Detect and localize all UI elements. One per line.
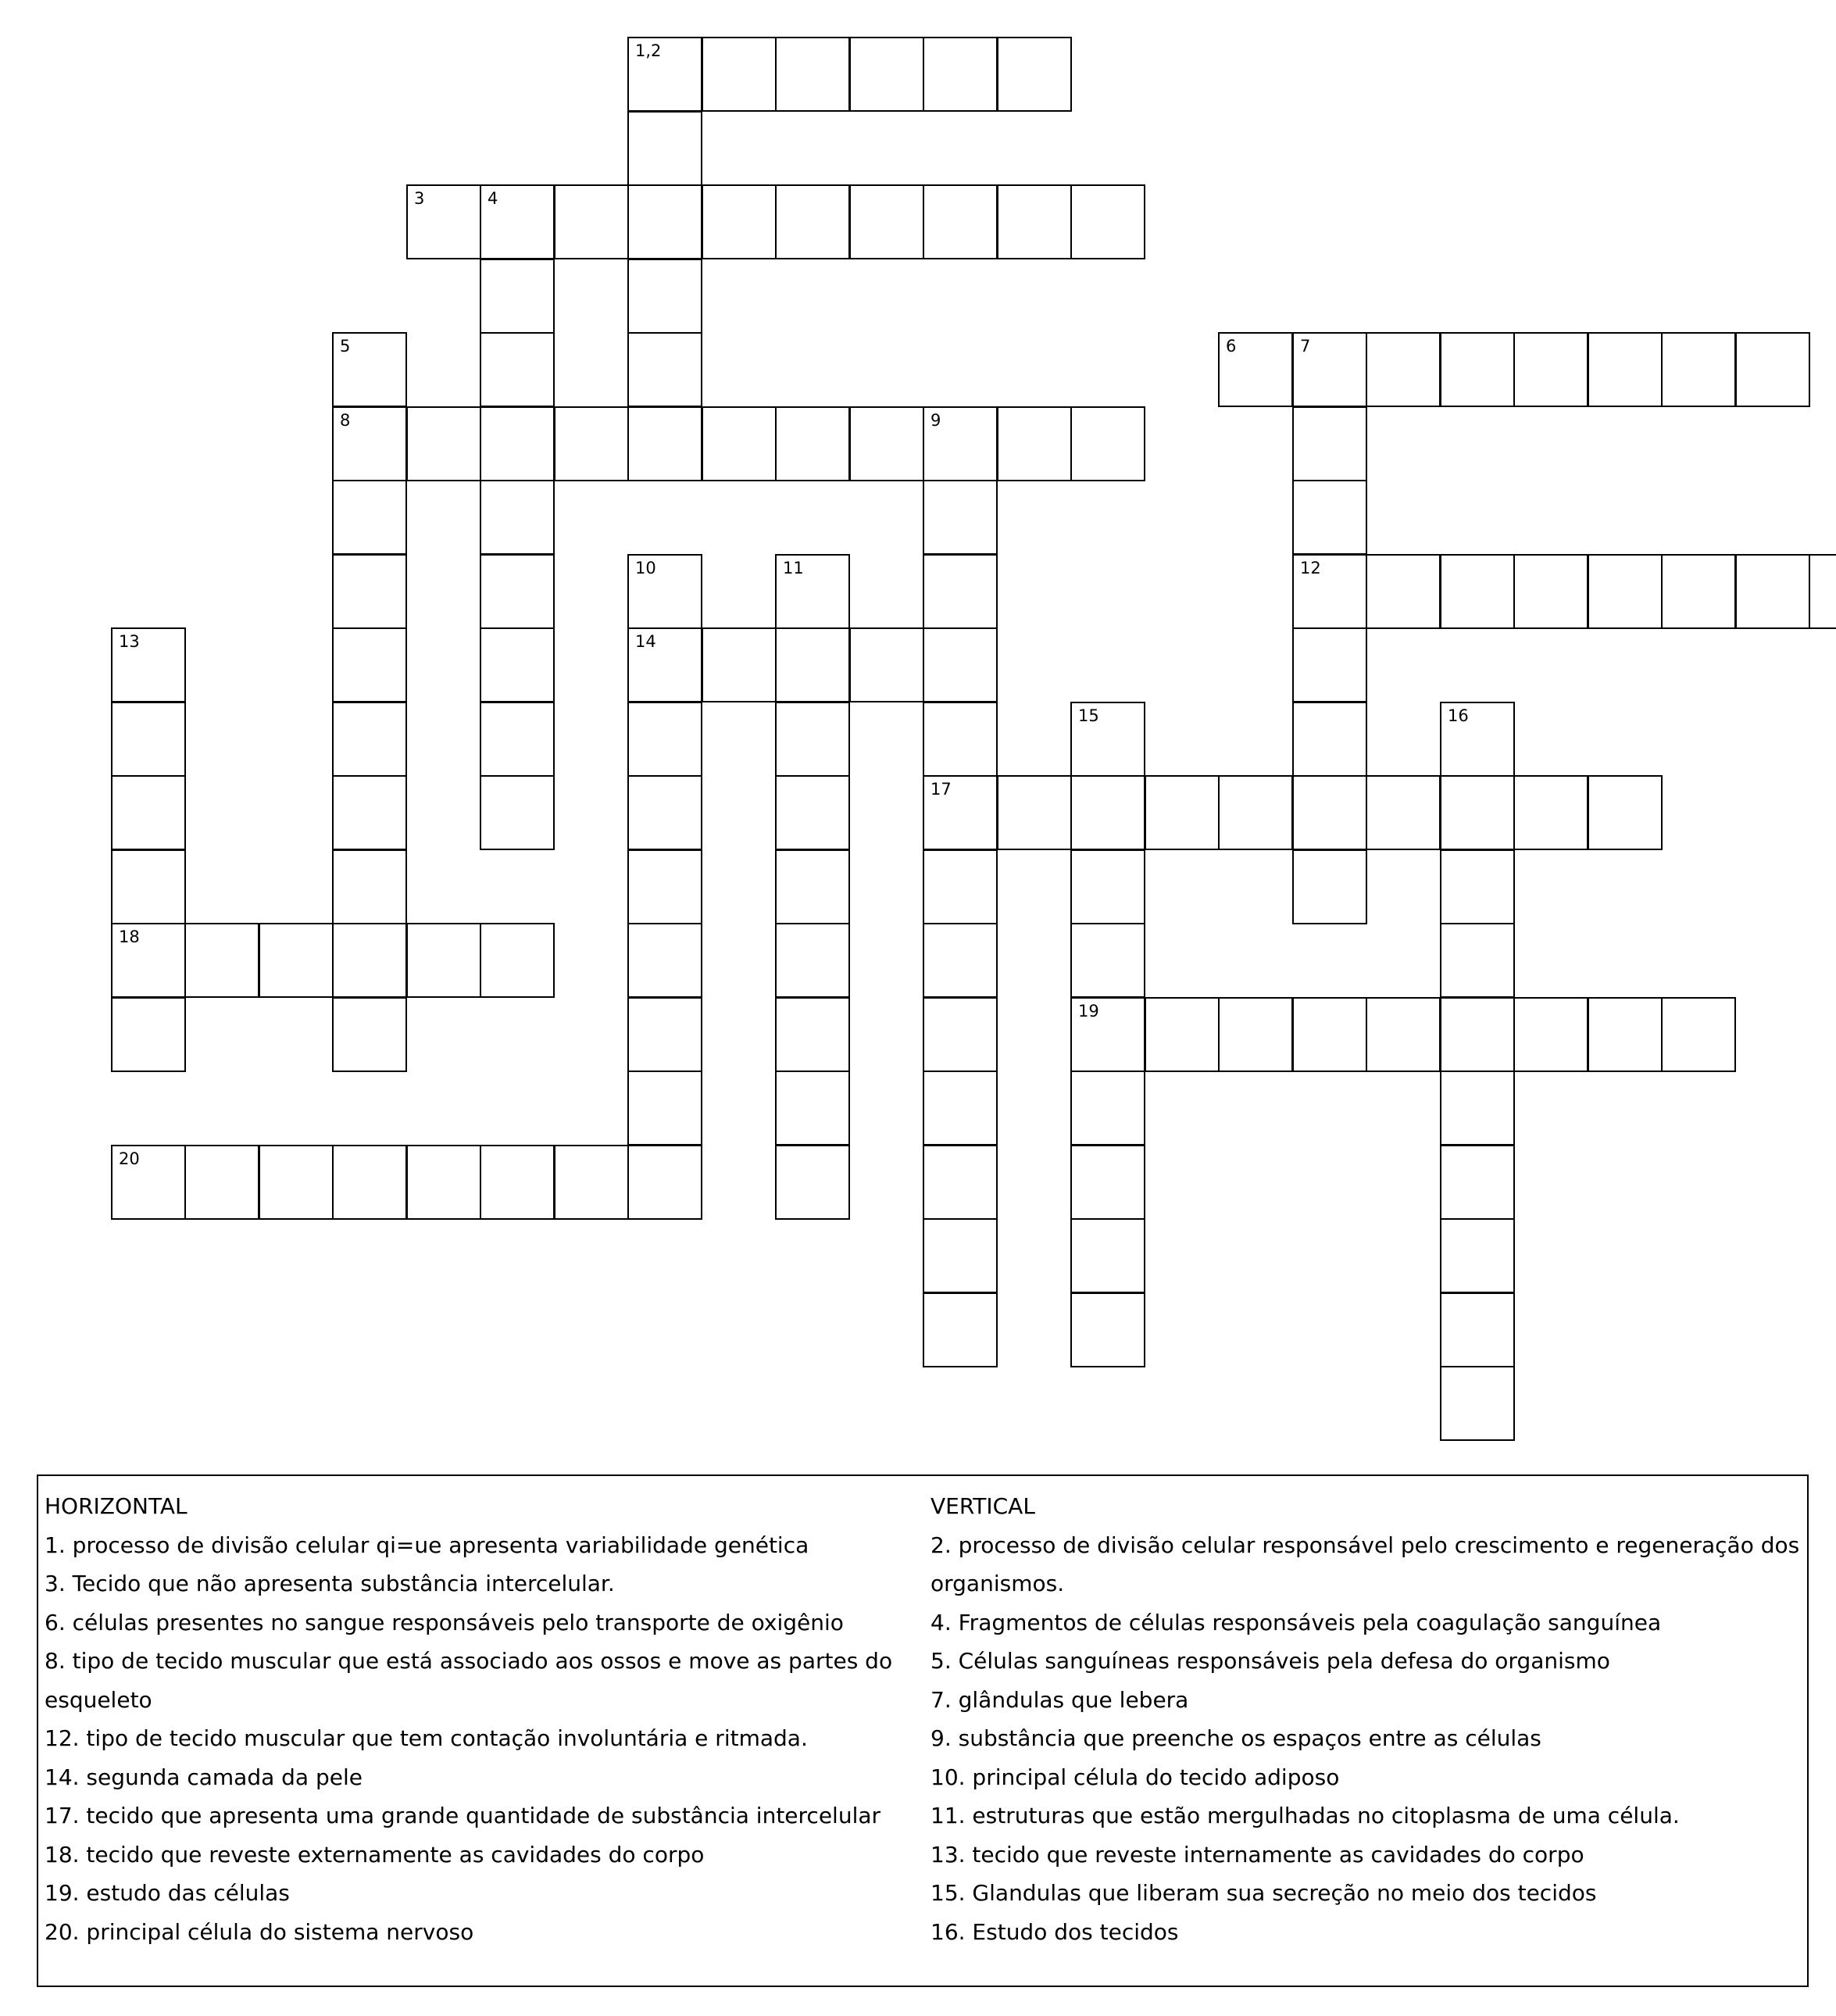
vertical-clue: 9. substância que preenche os espaços entre as células — [931, 1725, 1541, 1751]
crossword-cell[interactable] — [775, 184, 850, 259]
crossword-cell[interactable] — [1588, 332, 1663, 407]
vertical-clue: 15. Glandulas que liberam sua secreção no meio dos tecidos — [931, 1880, 1597, 1906]
crossword-cell[interactable] — [849, 627, 924, 702]
crossword-cell[interactable] — [1218, 997, 1293, 1072]
crossword-cell[interactable] — [1809, 554, 1836, 629]
crossword-cell[interactable] — [184, 1145, 259, 1220]
crossword-cell[interactable] — [332, 627, 407, 702]
crossword-cell[interactable] — [480, 332, 555, 407]
clue-number: 5 — [340, 337, 351, 356]
crossword-cell[interactable] — [332, 406, 407, 481]
crossword-cell[interactable] — [1440, 1366, 1515, 1441]
crossword-cell[interactable] — [480, 480, 555, 555]
crossword-cell[interactable] — [111, 702, 186, 777]
crossword-cell[interactable] — [923, 37, 998, 112]
crossword-cell[interactable] — [259, 923, 334, 998]
crossword-cell[interactable] — [775, 1145, 850, 1220]
clue-number: 8 — [340, 411, 351, 430]
crossword-cell[interactable] — [1440, 923, 1515, 998]
crossword-cell[interactable] — [627, 775, 702, 850]
crossword-cell[interactable] — [1440, 849, 1515, 924]
crossword-cell[interactable] — [1292, 627, 1367, 702]
crossword-cell[interactable] — [554, 406, 629, 481]
crossword-cell[interactable] — [1292, 480, 1367, 555]
crossword-cell[interactable] — [1292, 997, 1367, 1072]
crossword-cell[interactable] — [1145, 775, 1220, 850]
vertical-clue: 7. glândulas que lebera — [931, 1686, 1189, 1713]
horizontal-clues — [45, 1487, 920, 1951]
crossword-cell[interactable] — [923, 775, 998, 850]
crossword-cell[interactable] — [1513, 332, 1588, 407]
crossword-cell[interactable] — [775, 37, 850, 112]
crossword-cell[interactable] — [1366, 554, 1441, 629]
crossword-cell[interactable] — [1070, 775, 1145, 850]
crossword-cell[interactable] — [1588, 997, 1663, 1072]
crossword-cell[interactable] — [923, 1071, 998, 1146]
crossword-cell[interactable] — [1588, 775, 1663, 850]
crossword-cell[interactable] — [406, 1145, 481, 1220]
crossword-cell[interactable] — [627, 259, 702, 334]
horizontal-clue: 18. tecido que reveste externamente as cavidades do corpo — [45, 1841, 705, 1868]
crossword-cell[interactable] — [480, 923, 555, 998]
crossword-cell[interactable] — [480, 702, 555, 777]
crossword-cell[interactable] — [332, 702, 407, 777]
crossword-cell[interactable] — [627, 37, 702, 112]
crossword-cell[interactable] — [1070, 849, 1145, 924]
crossword-cell[interactable] — [1513, 554, 1588, 629]
clue-number: 20 — [119, 1149, 140, 1168]
crossword-cell[interactable] — [923, 849, 998, 924]
clue-number: 3 — [414, 189, 425, 208]
crossword-cell[interactable] — [1735, 332, 1810, 407]
horizontal-heading: HORIZONTAL — [45, 1493, 188, 1519]
crossword-cell[interactable] — [332, 997, 407, 1072]
crossword-cell[interactable] — [1292, 775, 1367, 850]
crossword-cell[interactable] — [1070, 184, 1145, 259]
vertical-clue: 16. Estudo dos tecidos — [931, 1918, 1179, 1945]
crossword-cell[interactable] — [1070, 923, 1145, 998]
crossword-cell[interactable] — [1588, 554, 1663, 629]
clue-number: 11 — [783, 559, 804, 577]
crossword-cell[interactable] — [111, 1145, 186, 1220]
horizontal-clue: 17. tecido que apresenta uma grande quantidade de substância intercelular — [45, 1803, 881, 1828]
clue-number: 1,2 — [635, 41, 662, 60]
crossword-cell[interactable] — [775, 702, 850, 777]
crossword-cell[interactable] — [1070, 997, 1145, 1072]
crossword-cell[interactable] — [627, 332, 702, 407]
clue-number: 6 — [1226, 337, 1237, 356]
crossword-cell[interactable] — [775, 997, 850, 1072]
clue-number: 12 — [1300, 559, 1321, 577]
crossword-cell[interactable] — [1440, 1218, 1515, 1293]
crossword-cell[interactable] — [1292, 332, 1367, 407]
crossword-cell[interactable] — [1070, 1071, 1145, 1146]
crossword-cell[interactable] — [480, 627, 555, 702]
crossword-cell[interactable] — [1440, 332, 1515, 407]
crossword-cell[interactable] — [1661, 332, 1736, 407]
crossword-cell[interactable] — [1070, 1145, 1145, 1220]
crossword-cell[interactable] — [1292, 849, 1367, 924]
crossword-cell[interactable] — [259, 1145, 334, 1220]
horizontal-clue: 20. principal célula do sistema nervoso — [45, 1918, 474, 1945]
crossword-cell[interactable] — [627, 1071, 702, 1146]
crossword-cell[interactable] — [627, 554, 702, 629]
crossword-cell[interactable] — [111, 849, 186, 924]
clue-number: 7 — [1300, 337, 1311, 356]
crossword-cell[interactable] — [332, 849, 407, 924]
crossword-cell[interactable] — [1513, 775, 1588, 850]
crossword-cell[interactable] — [627, 627, 702, 702]
vertical-clue: 13. tecido que reveste internamente as cavidades do corpo — [931, 1841, 1584, 1868]
horizontal-clue: 8. tipo de tecido muscular que está associado aos ossos e move as partes do — [45, 1648, 893, 1674]
crossword-cell[interactable] — [1366, 775, 1441, 850]
clue-number: 14 — [635, 632, 656, 651]
clues-panel — [37, 1474, 1809, 1987]
crossword-cell[interactable] — [923, 1145, 998, 1220]
crossword-cell[interactable] — [1070, 406, 1145, 481]
crossword-cell[interactable] — [923, 184, 998, 259]
crossword-cell[interactable] — [849, 37, 924, 112]
vertical-heading: VERTICAL — [931, 1493, 1035, 1519]
crossword-cell[interactable] — [332, 480, 407, 555]
crossword-cell[interactable] — [627, 849, 702, 924]
crossword-cell[interactable] — [1513, 997, 1588, 1072]
crossword-cell[interactable] — [997, 37, 1072, 112]
crossword-cell[interactable] — [997, 775, 1072, 850]
crossword-cell[interactable] — [332, 1145, 407, 1220]
crossword-cell[interactable] — [1440, 1145, 1515, 1220]
crossword-cell[interactable] — [627, 923, 702, 998]
clue-number: 9 — [931, 411, 941, 430]
crossword-cell[interactable] — [923, 480, 998, 555]
crossword-cell[interactable] — [480, 259, 555, 334]
crossword-cell[interactable] — [1292, 702, 1367, 777]
crossword-cell[interactable] — [923, 627, 998, 702]
vertical-clue: 11. estruturas que estão mergulhadas no citoplasma de uma célula. — [931, 1803, 1680, 1828]
crossword-cell[interactable] — [627, 184, 702, 259]
crossword-cell[interactable] — [997, 406, 1072, 481]
vertical-clue: 10. principal célula do tecido adiposo — [931, 1764, 1340, 1790]
horizontal-clue: 6. células presentes no sangue responsáveis pelo transporte de oxigênio — [45, 1609, 844, 1635]
crossword-cell[interactable] — [111, 997, 186, 1072]
crossword-cell[interactable] — [775, 923, 850, 998]
crossword-cell[interactable] — [775, 627, 850, 702]
crossword-cell[interactable] — [406, 923, 481, 998]
vertical-clue: 4. Fragmentos de células responsáveis pela coagulação sanguínea — [931, 1609, 1662, 1635]
crossword-cell[interactable] — [554, 1145, 629, 1220]
clue-number: 17 — [931, 780, 952, 799]
crossword-cell[interactable] — [627, 702, 702, 777]
crossword-cell[interactable] — [849, 184, 924, 259]
crossword-cell[interactable] — [923, 923, 998, 998]
crossword-cell[interactable] — [1440, 554, 1515, 629]
crossword-cell[interactable] — [627, 406, 702, 481]
clue-number: 4 — [488, 189, 498, 208]
crossword-cell[interactable] — [332, 332, 407, 407]
crossword-cell[interactable] — [1366, 332, 1441, 407]
crossword-cell[interactable] — [1440, 775, 1515, 850]
crossword-cell[interactable] — [775, 775, 850, 850]
vertical-clue: 5. Células sanguíneas responsáveis pela defesa do organismo — [931, 1648, 1610, 1674]
crossword-cell[interactable] — [1070, 1218, 1145, 1293]
crossword-cell[interactable] — [775, 849, 850, 924]
crossword-cell[interactable] — [406, 406, 481, 481]
crossword-cell[interactable] — [1218, 332, 1293, 407]
clue-number: 16 — [1448, 706, 1469, 725]
horizontal-clue: esqueleto — [45, 1686, 152, 1713]
crossword-cell[interactable] — [406, 184, 481, 259]
crossword-cell[interactable] — [1735, 554, 1810, 629]
crossword-cell[interactable] — [775, 554, 850, 629]
horizontal-clue: 19. estudo das células — [45, 1880, 290, 1906]
crossword-cell[interactable] — [627, 1145, 702, 1220]
horizontal-clue: 14. segunda camada da pele — [45, 1764, 363, 1790]
crossword-cell[interactable] — [1070, 1292, 1145, 1367]
crossword-cell[interactable] — [775, 406, 850, 481]
clue-number: 19 — [1078, 1002, 1099, 1021]
crossword-cell[interactable] — [480, 184, 555, 259]
crossword-cell[interactable] — [1661, 554, 1736, 629]
crossword-cell[interactable] — [1292, 406, 1367, 481]
crossword-cell[interactable] — [702, 406, 777, 481]
crossword-cell[interactable] — [1218, 775, 1293, 850]
crossword-cell[interactable] — [111, 923, 186, 998]
crossword-cell[interactable] — [480, 1145, 555, 1220]
crossword-cell[interactable] — [480, 406, 555, 481]
crossword-cell[interactable] — [332, 775, 407, 850]
clue-number: 15 — [1078, 706, 1099, 725]
crossword-cell[interactable] — [1440, 997, 1515, 1072]
horizontal-clue: 3. Tecido que não apresenta substância intercelular. — [45, 1571, 615, 1596]
crossword-cell[interactable] — [111, 627, 186, 702]
crossword-cell[interactable] — [923, 1292, 998, 1367]
crossword-cell[interactable] — [923, 406, 998, 481]
crossword-cell[interactable] — [923, 1218, 998, 1293]
crossword-cell[interactable] — [923, 702, 998, 777]
crossword-cell[interactable] — [849, 406, 924, 481]
vertical-clue: organismos. — [931, 1571, 1065, 1596]
horizontal-clue: 1. processo de divisão celular qi=ue apresenta variabilidade genética — [45, 1532, 809, 1558]
crossword-cell[interactable] — [1440, 1292, 1515, 1367]
crossword-cell[interactable] — [702, 627, 777, 702]
crossword-cell[interactable] — [480, 775, 555, 850]
crossword-cell[interactable] — [111, 775, 186, 850]
crossword-cell[interactable] — [480, 554, 555, 629]
crossword-cell[interactable] — [1440, 1071, 1515, 1146]
crossword-cell[interactable] — [1292, 554, 1367, 629]
crossword-cell[interactable] — [702, 184, 777, 259]
crossword-cell[interactable] — [1145, 997, 1220, 1072]
crossword-cell[interactable] — [1366, 997, 1441, 1072]
crossword-cell[interactable] — [1661, 997, 1736, 1072]
crossword-cell[interactable] — [332, 923, 407, 998]
crossword-cell[interactable] — [1070, 702, 1145, 777]
clue-number: 18 — [119, 928, 140, 946]
crossword-cell[interactable] — [702, 37, 777, 112]
crossword-cell[interactable] — [184, 923, 259, 998]
crossword-cell[interactable] — [1440, 702, 1515, 777]
horizontal-clue: 12. tipo de tecido muscular que tem contação involuntária e ritmada. — [45, 1725, 808, 1751]
vertical-clues — [931, 1487, 1802, 1951]
crossword-cell[interactable] — [627, 997, 702, 1072]
crossword-cell[interactable] — [554, 184, 629, 259]
crossword-cell[interactable] — [627, 111, 702, 186]
clue-number: 10 — [635, 559, 656, 577]
crossword-cell[interactable] — [775, 1071, 850, 1146]
crossword-cell[interactable] — [923, 554, 998, 629]
vertical-clue: 2. processo de divisão celular responsável pelo crescimento e regeneração dos — [931, 1532, 1800, 1558]
crossword-cell[interactable] — [997, 184, 1072, 259]
crossword-cell[interactable] — [332, 554, 407, 629]
clue-number: 13 — [119, 632, 140, 651]
crossword-cell[interactable] — [923, 997, 998, 1072]
